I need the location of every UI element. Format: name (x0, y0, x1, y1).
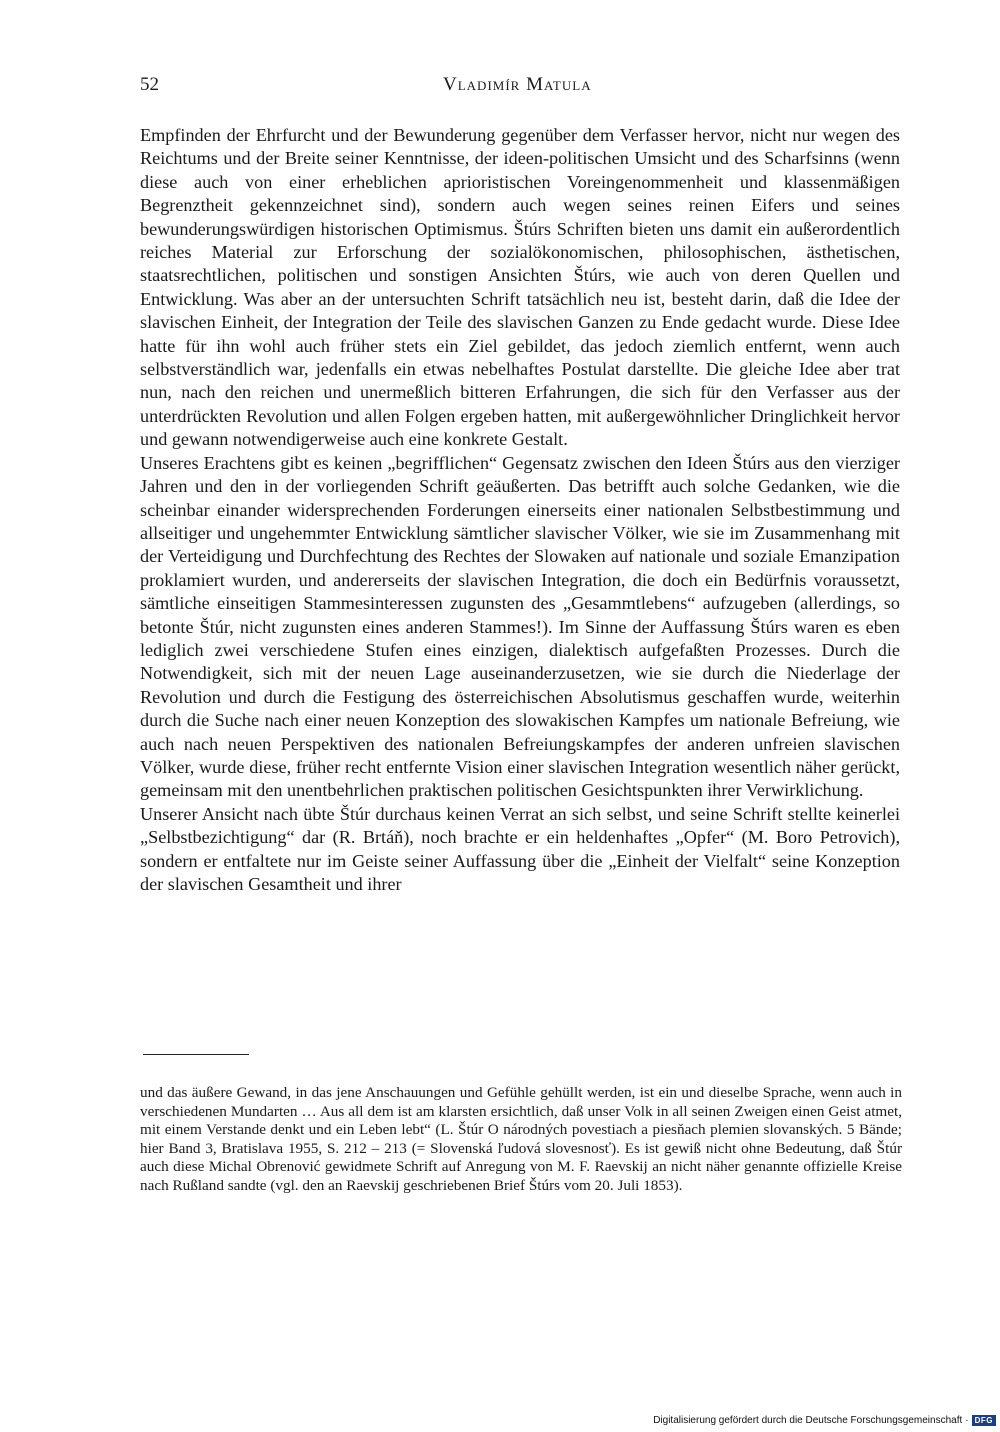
credit-separator: · (965, 1415, 969, 1426)
page-number: 52 (140, 74, 159, 95)
body-text (140, 124, 900, 896)
body-paragraph: Unseres Erachtens gibt es keinen „begrifflichen“ Gegensatz zwischen den Ideen Štúrs aus den vierziger Jahren und den in der vorliegenden Schrift geäußerten. Das betrifft auch solche Gedanken, wie die scheinbar einander widersprechenden Forderungen einerseits einer nationalen Selbstbestimmung und allseitiger und ungehemmter Entwicklung sämtlicher slavischer Völker, wie sie im Zusammenhang mit der Verteidigung und Durchfechtung des Rechtes der Slowaken auf nationale und soziale Emanzipation proklamiert wurden, und andererseits der slavischen Integration, die doch ein Bedürfnis voraussetzt, sämtliche einseitigen Stammesinteressen zugunsten des „Gesammtlebens“ aufzugeben (allerdings, so betonte Štúr, nicht zugunsten eines anderen Stammes!). Im Sinne der Auffassung Štúrs waren es eben lediglich zwei verschiedene Stufen eines einzigen, dialektisch aufgefaßten Prozesses. Durch die Notwendigkeit, sich mit der neuen Lage auseinanderzusetzen, wie sie durch die Niederlage der Revolution und durch die Festigung des österreichischen Absolutismus geschaffen wurde, weiterhin durch die Suche nach einer neuen Konzeption des slowakischen Kampfes um nationale Befreiung, wie auch nach neuen Perspektiven des nationalen Befreiungskampfes der anderen unfreien slavischen Völker, wurde diese, früher recht entfernte Vision einer slavischen Integration wesentlich näher gerückt, gemeinsam mit den unentbehrlichen praktischen politischen Gesichtspunkten ihrer Verwirklichung. (140, 452, 900, 801)
footnote-divider (143, 1054, 249, 1055)
footnote (140, 1084, 902, 1196)
body-paragraph: Unserer Ansicht nach übte Štúr durchaus keinen Verrat an sich selbst, und seine Schrift stellte keinerlei „Selbstbezichtigung“ dar (R. Brtáň), noch brachte er ein heldenhaftes „Opfer“ (M. Boro Petrovich), sondern er entfaltete nur im Geiste seiner Auffassung über die „Einheit der Vielfalt“ seine Konzeption der slavischen Gesamtheit und ihrer (140, 803, 900, 894)
body-paragraph: Empfinden der Ehrfurcht und der Bewunderung gegenüber dem Verfasser hervor, nicht nur wegen des Reichtums und der Breite seiner Kenntnisse, der ideen-politischen Umsicht und des Scharfsinns (wenn diese auch von einer erheblichen aprioristischen Voreingenommenheit und klassenmäßigen Begrenztheit gekennzeichnet sind), sondern auch wegen seines reinen Eifers und seines bewunderungswürdigen historischen Optimismus. Štúrs Schriften bieten uns damit ein außerordentlich reiches Material zur Erforschung der sozialökonomischen, philosophischen, ästhetischen, staatsrechtlichen, politischen und sonstigen Ansichten Štúrs, wie auch von deren Quellen und Entwicklung. Was aber an der untersuchten Schrift tatsächlich neu ist, besteht darin, daß die Idee der slavischen Einheit, der Integration der Teile des slavischen Ganzen zu Ende gedacht wurde. Diese Idee hatte für ihn wohl auch früher stets ein Ziel gebildet, das jedoch ziemlich entfernt, wenn auch selbstverständlich war, jedenfalls ein etwas nebelhaftes Postulat darstellte. Die gleiche Idee aber trat nun, nach den reichen und unermeßlich bitteren Erfahrungen, die sich für den Verfasser aus der unterdrückten Revolution und allen Folgen ergeben hatten, mit außergewöhnlicher Dringlichkeit hervor und gewann notwendigerweise auch eine konkrete Gestalt. (140, 125, 900, 450)
running-head: Vladimír Matula (443, 74, 592, 95)
digitization-credit (653, 1415, 996, 1426)
dfg-logo-icon: DFG (972, 1415, 996, 1426)
page-header (140, 74, 900, 100)
footnote-text: und das äußere Gewand, in das jene Anschauungen und Gefühle gehüllt werden, ist ein und dieselbe Sprache, wenn auch in verschiedenen Mundarten … Aus all dem ist am klarsten ersichtlich, daß unser Volk in all seinen Zweigen einen Geist atmet, mit einem Verstande denkt und ein Leben lebt“ (L. Štúr O národných povestiach a piesňach plemien slovanských. 5 Bände; hier Band 3, Bratislava 1955, S. 212 – 213 (= Slovenská ľudová slovesnosť). Es ist gewiß nicht ohne Bedeutung, daß Štúr auch diese Michal Obrenović gewidmete Schrift auf Anregung von M. F. Raevskij an nicht näher genannte offizielle Kreise nach Rußland sandte (vgl. den an Raevskij geschriebenen Brief Štúrs vom 20. Juli 1853). (140, 1084, 902, 1194)
credit-text: Digitalisierung gefördert durch die Deutsche Forschungsgemeinschaft (653, 1415, 963, 1426)
